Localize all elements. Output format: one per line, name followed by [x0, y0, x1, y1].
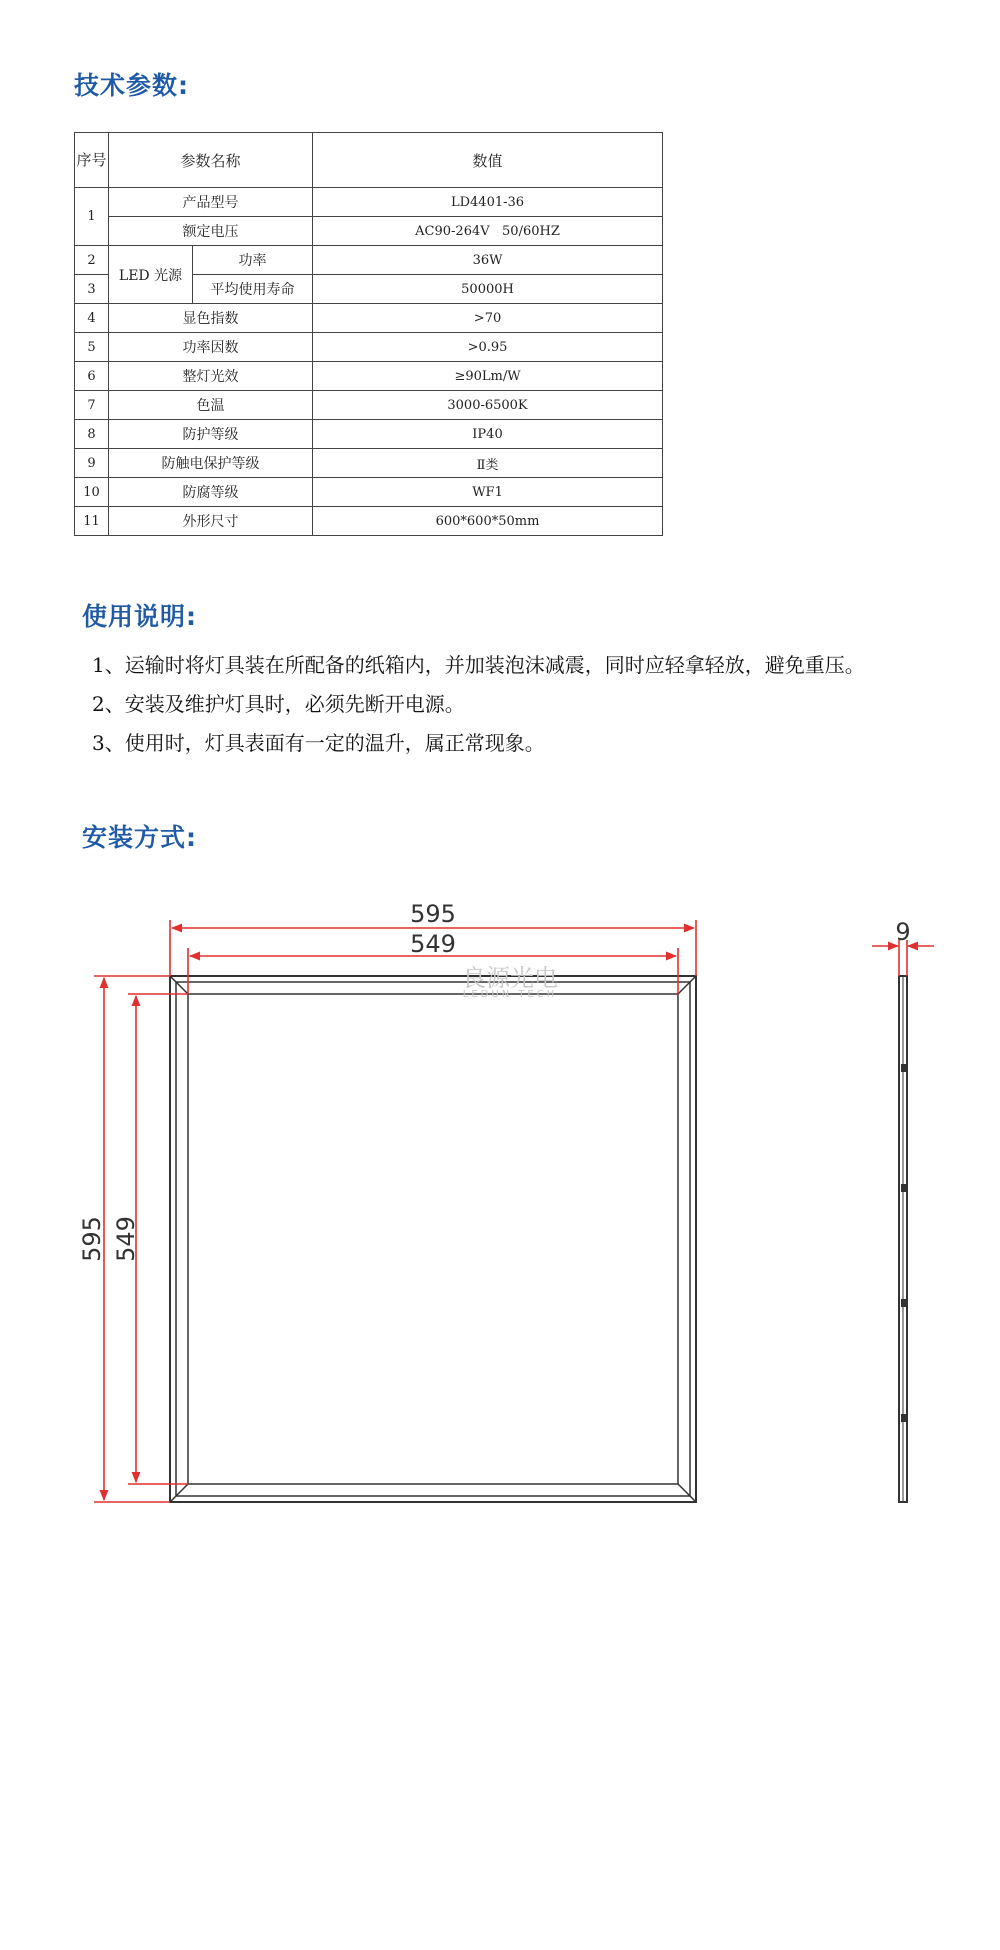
- row-name: 整灯光效: [109, 362, 313, 391]
- table-row: [75, 304, 663, 333]
- row-name: 功率因数: [109, 333, 313, 362]
- row-index: 8: [75, 420, 109, 449]
- watermark-en: LEDUN TECH: [462, 989, 558, 1000]
- table-row: [75, 188, 663, 217]
- row-index: 6: [75, 362, 109, 391]
- row-group: LED 光源: [109, 246, 193, 304]
- row-name: 产品型号: [109, 188, 313, 217]
- table-row: [75, 362, 663, 391]
- row-index: 11: [75, 507, 109, 536]
- panel-frame-line: [176, 982, 690, 1496]
- list-item: 2、安装及维护灯具时，必须先断开电源。: [92, 692, 465, 716]
- usage-list: [92, 646, 865, 763]
- row-value: AC90-264V 50/60HZ: [313, 217, 663, 246]
- row-value: WF1: [313, 478, 663, 507]
- installation-drawing: [0, 880, 1000, 1640]
- spec-table: [74, 132, 663, 536]
- tech-params-title: 技术参数:: [74, 71, 189, 100]
- row-name: 防触电保护等级: [109, 449, 313, 478]
- list-item: 1、运输时将灯具装在所配备的纸箱内，并加装泡沫减震，同时应轻拿轻放，避免重压。: [92, 653, 865, 677]
- row-name: 防腐等级: [109, 478, 313, 507]
- row-value: ≥90Lm/W: [313, 362, 663, 391]
- row-index: 2: [75, 246, 109, 275]
- dimension-height-inner-label: 549: [112, 1216, 140, 1262]
- dimension-thickness-label: 9: [895, 918, 911, 946]
- row-value: 3000-6500K: [313, 391, 663, 420]
- row-index: 7: [75, 391, 109, 420]
- panel-front-view: [170, 976, 696, 1502]
- watermark-cn: 良源光电: [462, 964, 558, 992]
- header-value: 数值: [313, 133, 663, 188]
- dimension-width-outer-label: 595: [410, 900, 456, 928]
- table-row: [75, 246, 663, 275]
- row-index: 9: [75, 449, 109, 478]
- row-index: 1: [75, 188, 109, 246]
- row-value: 600*600*50mm: [313, 507, 663, 536]
- row-value: 50000H: [313, 275, 663, 304]
- install-title: 安装方式:: [82, 823, 197, 852]
- list-item: 3、使用时，灯具表面有一定的温升，属正常现象。: [92, 731, 545, 755]
- row-name: 防护等级: [109, 420, 313, 449]
- row-name: 色温: [109, 391, 313, 420]
- spec-header-row: [75, 133, 663, 188]
- usage-title: 使用说明:: [82, 602, 197, 631]
- table-row: [75, 333, 663, 362]
- row-value: Ⅱ类: [313, 449, 663, 478]
- table-row: [75, 507, 663, 536]
- dimension-width-inner-label: 549: [410, 930, 456, 958]
- table-row: [75, 420, 663, 449]
- row-name: 额定电压: [109, 217, 313, 246]
- row-value: >0.95: [313, 333, 663, 362]
- row-name: 显色指数: [109, 304, 313, 333]
- row-value: 36W: [313, 246, 663, 275]
- row-name: 功率: [193, 246, 313, 275]
- row-name: 平均使用寿命: [193, 275, 313, 304]
- dimension-height-outer-label: 595: [78, 1216, 106, 1262]
- header-index: 序号: [75, 133, 109, 188]
- row-value: LD4401-36: [313, 188, 663, 217]
- table-row: [75, 217, 663, 246]
- table-row: [75, 449, 663, 478]
- row-index: 5: [75, 333, 109, 362]
- row-name: 外形尺寸: [109, 507, 313, 536]
- panel-side-view: [899, 976, 907, 1502]
- table-row: [75, 391, 663, 420]
- panel-outer-frame: [170, 976, 696, 1502]
- panel-inner-frame: [188, 994, 678, 1484]
- row-value: IP40: [313, 420, 663, 449]
- row-index: 4: [75, 304, 109, 333]
- row-index: 10: [75, 478, 109, 507]
- header-name: 参数名称: [109, 133, 313, 188]
- table-row: [75, 478, 663, 507]
- row-value: >70: [313, 304, 663, 333]
- row-index: 3: [75, 275, 109, 304]
